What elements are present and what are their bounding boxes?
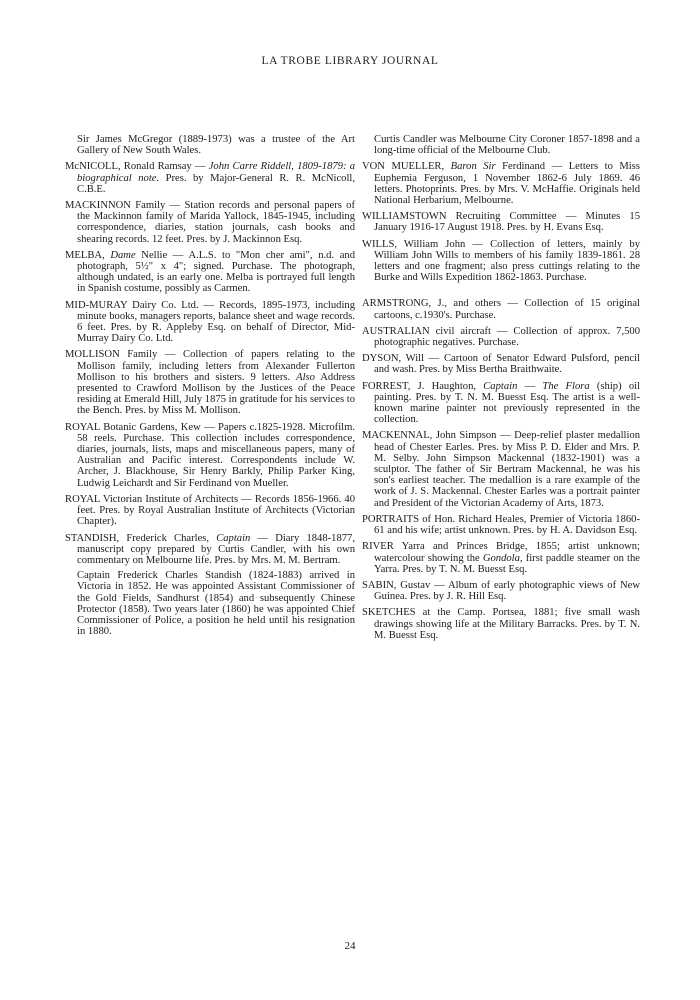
entry-italic-text: Baron Sir: [450, 161, 496, 173]
entry-heading: SKETCHES at the Camp. Portsea, 1881;: [362, 607, 565, 619]
entry-heading: STANDISH, Frederick Charles,: [65, 532, 217, 544]
entry-italic-text: Captain: [483, 380, 518, 392]
entry-text: Papers c.1825-1928. Microfilm. 58 reels. Purchase. This collection includes correspondence, diaries, journals, lists, maps and miscellaneous papers, many of Australian and Pacific interest. Correspondents include W. Archer, J. Blackhouse, Sir Henry Barkly, Philip Parker King, Ludwig Leichardt and Sir Ferdinand von Mueller.: [77, 421, 355, 489]
catalogue-entry: [362, 580, 640, 602]
entry-text: Nellie — A.L.S. to "Mon cher ami", n.d. and photograph, 5½" x 4"; signed. Purchase. The photograph, although undated, is an early one. Melba is portrayed full length in Spanish costume, possibly as Carmen.: [77, 249, 355, 295]
catalogue-entry: [65, 533, 355, 638]
catalogue-entry: [65, 200, 355, 245]
catalogue-entry: [362, 211, 640, 233]
page-number: 24: [344, 940, 356, 952]
entry-heading: RIVER Yarra and Princes Bridge, 1855;: [362, 541, 569, 553]
entry-text: Records, 1895-1973, including minute books, managers reports, balance sheet and wage records. 6 feet. Pres. by R. Appleby Esq. on behalf of Director, Mid-Murray Dairy Co. Ltd.: [77, 299, 355, 345]
entry-text: Deep-relief plaster medallion head of Chester Earles. Pres. by Miss P. D. Elder and Mrs. P. M. Selby. John Simpson Mackennal (1832-1901) was a sculptor. The father of Sir Bertram Mackennal, he was his son's earliest teacher. The medallion is a rare example of the work of J. S. Mackennal. Chester Earles was a portrait painter and President of the Victorian Academy of Arts, 1873.: [374, 430, 640, 509]
entry-heading: AUSTRALIAN civil aircraft —: [362, 325, 514, 337]
catalogue-entry: [362, 161, 640, 206]
entry-heading: MID-MURAY Dairy Co. Ltd. —: [65, 299, 220, 311]
entry-text: Premier of Victoria 1860-61 and his wife; artist unknown. Pres. by H. A. Davidson Esq.: [374, 513, 641, 537]
entry-text: first paddle steamer on the Yarra. Pres. by T. N. M. Buesst Esq.: [374, 552, 640, 575]
catalogue-entry-continuation: [65, 134, 355, 156]
catalogue-entry: [65, 422, 355, 489]
catalogue-entry: [362, 607, 640, 641]
entry-text: Collection of approx. 7,500 photographic negatives. Purchase.: [374, 325, 640, 349]
entry-text: Pres. by Major-General R. R. McNicoll, C.B.E.: [77, 172, 355, 195]
entry-heading: PORTRAITS of Hon. Richard Heales,: [362, 513, 530, 525]
entry-heading: MELBA,: [65, 249, 111, 261]
catalogue-entry: [65, 349, 355, 416]
catalogue-entry: [362, 239, 640, 284]
entry-heading: DYSON, Will —: [362, 353, 444, 365]
catalogue-entry-continuation: [362, 134, 640, 156]
running-header: LA TROBE LIBRARY JOURNAL: [261, 55, 439, 67]
right-column: [362, 134, 640, 646]
entry-text: — Diary 1848-1877, manuscript copy prepared by Curtis Candler, with his own commentary on Melbourne life. Pres. by Mrs. M. M. Bertram.: [77, 532, 355, 566]
catalogue-entry: [362, 430, 640, 508]
catalogue-entry: [362, 514, 640, 536]
entry-text: Minutes 15 January 1916-17 August 1918. Pres. by H. Evans Esq.: [374, 211, 640, 234]
entry-text: Station records and personal papers of the Mackinnon family of Marida Yallock, 1845-1945, including correspondence, diaries, station journals, cash books and shearing records. 12 feet. Pres. by J. Mackinnon Esq.: [77, 200, 355, 245]
entry-text: Cartoon of Senator Edward Pulsford, pencil and wash. Pres. by Miss Bertha Braithwaite.: [374, 353, 640, 376]
entry-heading: VON MUELLER,: [362, 161, 451, 173]
entry-heading: MACKINNON Family —: [65, 200, 185, 212]
entry-heading: SABIN, Gustav —: [362, 579, 449, 591]
entry-text: Records 1856-1966. 40 feet. Pres. by Royal Australian Institute of Architects (Victorian Chapter).: [77, 493, 356, 528]
entry-text: Collection of letters, mainly by William John Wills to members of his family 1839-1861. 28 letters and one fragment; also press cuttings relating to the Burke and Wills Expedition 1862-1863. Purchase.: [374, 238, 640, 284]
entry-text: Collection of 15 original cartoons, c.1930's. Purchase.: [374, 298, 641, 321]
entry-heading: WILLS, William John —: [362, 238, 491, 250]
catalogue-entry: [362, 381, 640, 426]
entry-italic-text: Dame: [110, 249, 136, 261]
catalogue-entry: [65, 250, 355, 295]
entry-text: Curtis Candler was Melbourne City Coroner 1857-1898 and a long-time official of the Melbourne Club.: [374, 134, 640, 157]
entry-heading: ROYAL Victorian Institute of Architects —: [65, 493, 255, 505]
catalogue-entry: [65, 300, 355, 345]
entry-text: —: [517, 380, 543, 392]
catalogue-entry: [362, 353, 640, 375]
entry-italic-text: The Flora: [542, 380, 590, 392]
entry-text: Album of early photographic views of New Guinea. Pres. by J. R. Hill Esq.: [374, 579, 640, 603]
catalogue-entry: [362, 298, 640, 320]
entry-text: Address presented to Crawford Mollison by the Justices of the Peace residing at Emerald Hill, July 1875 in gratitude for his services to the Bench. Pres. by Miss M. Mollison.: [77, 371, 355, 417]
entry-italic-text: Also: [296, 371, 315, 383]
left-column: [65, 134, 355, 642]
entry-italic-text: Gondola,: [482, 552, 523, 564]
entry-heading: ARMSTRONG, J., and others —: [362, 298, 525, 310]
catalogue-entry: [65, 494, 355, 528]
entry-text: artist unknown; watercolour showing the: [374, 541, 641, 564]
entry-italic-text: Captain: [216, 532, 251, 544]
entry-heading: ROYAL Botanic Gardens, Kew —: [65, 421, 219, 433]
entry-italic-text: John Carre Riddell, 1809-1879: a biographical note.: [77, 161, 356, 184]
entry-heading: MOLLISON Family —: [65, 349, 184, 361]
catalogue-entry: [362, 541, 640, 575]
entry-text: Sir James McGregor (1889-1973) was a trustee of the Art Gallery of New South Wales.: [77, 134, 355, 157]
entry-text: Collection of papers relating to the Mollison family, including letters from Alexander Fullerton Mollison to his brothers and sisters. 9 letters.: [77, 349, 355, 383]
entry-text: Ferdinand — Letters to Miss Euphemia Ferguson, 1 November 1862-6 July 1869. 46 letters. Photoprints. Pres. by Mrs. V. McHaffie. Originals held National Herbarium, Melbourne.: [374, 161, 640, 207]
entry-heading: WILLIAMSTOWN Recruiting Committee —: [362, 211, 586, 223]
entry-text: five small wash drawings showing life at the Military Barracks. Pres. by T. N. M. Buesst Esq.: [374, 607, 640, 641]
entry-text: (ship) oil painting. Pres. by T. N. M. Buesst Esq. The artist is a well-known marine painter not previously represented in the collection.: [374, 380, 641, 426]
entry-heading: MACKENNAL, John Simpson —: [362, 430, 515, 442]
entry-heading: FORREST, J. Haughton,: [362, 380, 484, 392]
catalogue-entry: [362, 326, 640, 348]
entry-note-paragraph: Captain Frederick Charles Standish (1824-1883) arrived in Victoria in 1852. He was appointed Assistant Commissioner of the Gold Fields, Sandhurst (1854) and subsequently Chinese Protector (1858). Two years later (1860) he was appointed Chief Commissioner of Police, a position he held until his resignation in 1880.: [77, 570, 355, 638]
catalogue-entry: [65, 161, 355, 195]
entry-heading: McNICOLL, Ronald Ramsay —: [65, 161, 209, 173]
